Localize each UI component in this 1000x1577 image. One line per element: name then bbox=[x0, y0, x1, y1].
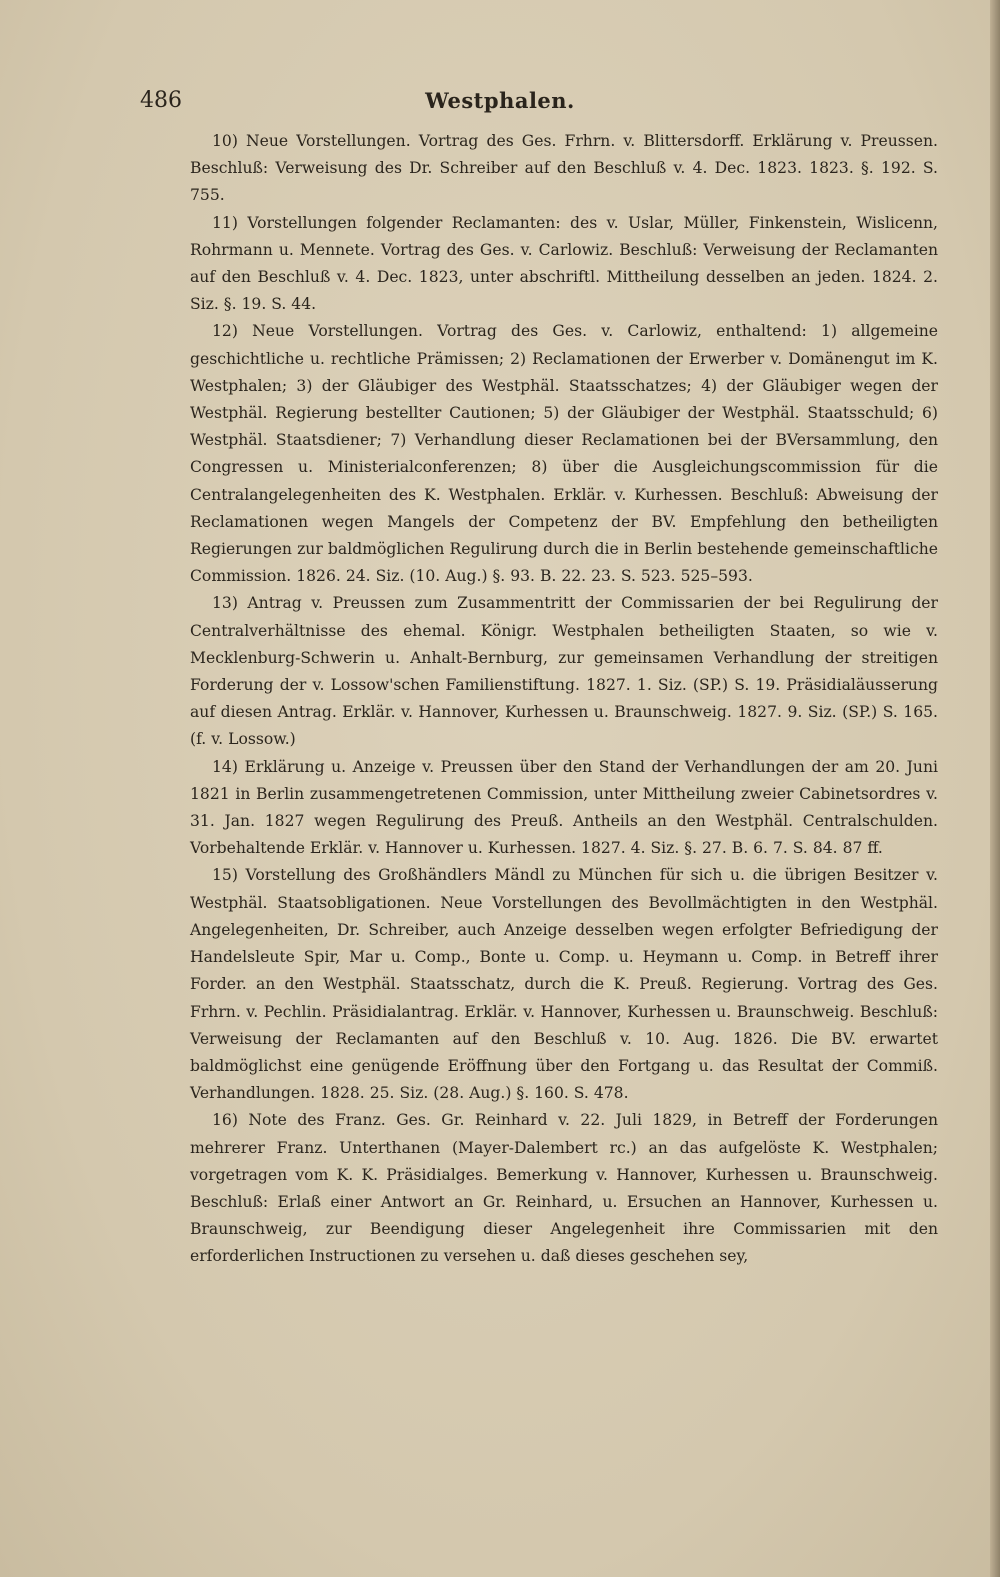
paragraph-15: 15) Vorstellung des Großhändlers Mändl zu München für sich u. die übrigen Besitzer v. Westphäl. Staatsobligationen. Neue Vorstellungen des Bevollmächtigten in den Westphäl. Angelegenheiten, Dr. Schreiber, auch Anzeige desselben wegen erfolgter Befriedigung der Handelsleute Spir, Mar u. Comp., Bonte u. Comp. u. Heymann u. Comp. in Betreff ihrer Forder. an den Westphäl. Staatsschatz, durch die K. Preuß. Regierung. Vortrag des Ges. Frhrn. v. Pechlin. Präsidialantrag. Erklär. v. Hannover, Kurhessen u. Braunschweig. Beschluß: Verweisung der Reclamanten auf den Beschluß v. 10. Aug. 1826. Die BV. erwartet baldmöglichst eine genügende Eröffnung über den Fortgang u. das Resultat der Commiß. Verhandlungen. 1828. 25. Siz. (28. Aug.) §. 160. S. 478. bbox=[190, 866, 938, 1103]
paragraph-11: 11) Vorstellungen folgender Reclamanten: des v. Uslar, Müller, Finkenstein, Wislicenn, Rohrmann u. Mennete. Vortrag des Ges. v. Carlowiz. Beschluß: Verweisung der Reclamanten auf den Beschluß v. 4. Dec. 1823, unter abschriftl. Mittheilung desselben an jeden. 1824. 2. Siz. §. 19. S. 44. bbox=[190, 213, 938, 314]
page-number: 486 bbox=[140, 88, 182, 113]
page-edge bbox=[990, 0, 1000, 1577]
paragraph-10: 10) Neue Vorstellungen. Vortrag des Ges. Frhrn. v. Blittersdorff. Erklärung v. Preussen. Beschluß: Verweisung des Dr. Schreiber auf den Beschluß v. 4. Dec. 1823. 1823. §. 192. S. 755. bbox=[190, 132, 938, 205]
page-header bbox=[140, 88, 860, 118]
paragraph-14: 14) Erklärung u. Anzeige v. Preussen über den Stand der Verhandlungen der am 20. Juni 1821 in Berlin zusammengetretenen Commission, unter Mittheilung zweier Cabinetsordres v. 31. Jan. 1827 wegen Regulirung des Preuß. Antheils an den Westphäl. Centralschulden. Vorbehaltende Erklär. v. Hannover u. Kurhessen. 1827. 4. Siz. §. 27. B. 6. 7. S. 84. 87 ff. bbox=[190, 757, 938, 858]
paragraph-13: 13) Antrag v. Preussen zum Zusammentritt der Commissarien der bei Regulirung der Centralverhältnisse des ehemal. Königr. Westphalen betheiligten Staaten, so wie v. Mecklenburg-Schwerin u. Anhalt-Bernburg, zur gemeinsamen Verhandlung der streitigen Forderung der v. Lossow'schen Familienstiftung. 1827. 1. Siz. (SP.) S. 19. Präsidialäusserung auf diesen Antrag. Erklär. v. Hannover, Kurhessen u. Braunschweig. 1827. 9. Siz. (SP.) S. 165. (f. v. Lossow.) bbox=[190, 594, 938, 749]
running-head: Westphalen. bbox=[425, 88, 575, 113]
paragraph-16: 16) Note des Franz. Ges. Gr. Reinhard v. 22. Juli 1829, in Betreff der Forderungen mehrerer Franz. Unterthanen (Mayer-Dalembert rc.) an das aufgelöste K. Westphalen; vorgetragen vom K. K. Präsidialges. Bemerkung v. Hannover, Kurhessen u. Braunschweig. Beschluß: Erlaß einer Antwort an Gr. Reinhard, u. Ersuchen an Hannover, Kurhessen u. Braunschweig, zur Beendigung dieser Angelegenheit ihre Commissarien mit den erforderlichen Instructionen zu versehen u. daß dieses geschehen sey, bbox=[190, 1111, 938, 1266]
paragraph-12: 12) Neue Vorstellungen. Vortrag des Ges. v. Carlowiz, enthaltend: 1) allgemeine geschichtliche u. rechtliche Prämissen; 2) Reclamationen der Erwerber v. Domänengut im K. Westphalen; 3) der Gläubiger des Westphäl. Staatsschatzes; 4) der Gläubiger wegen der Westphäl. Regierung bestellter Cautionen; 5) der Gläubiger der Westphäl. Staatsschuld; 6) Westphäl. Staatsdiener; 7) Verhandlung dieser Reclamationen bei der BVersammlung, den Congressen u. Ministerialconferenzen; 8) über die Ausgleichungscommission für die Centralangelegenheiten des K. Westphalen. Erklär. v. Kurhessen. Beschluß: Abweisung der Reclamationen wegen Mangels der Competenz der BV. Empfehlung den betheiligten Regierungen zur baldmöglichen Regulirung durch die in Berlin bestehende gemeinschaftliche Commission. 1826. 24. Siz. (10. Aug.) §. 93. B. 22. 23. S. 523. 525–593. bbox=[190, 322, 938, 586]
page-body bbox=[190, 128, 938, 1271]
